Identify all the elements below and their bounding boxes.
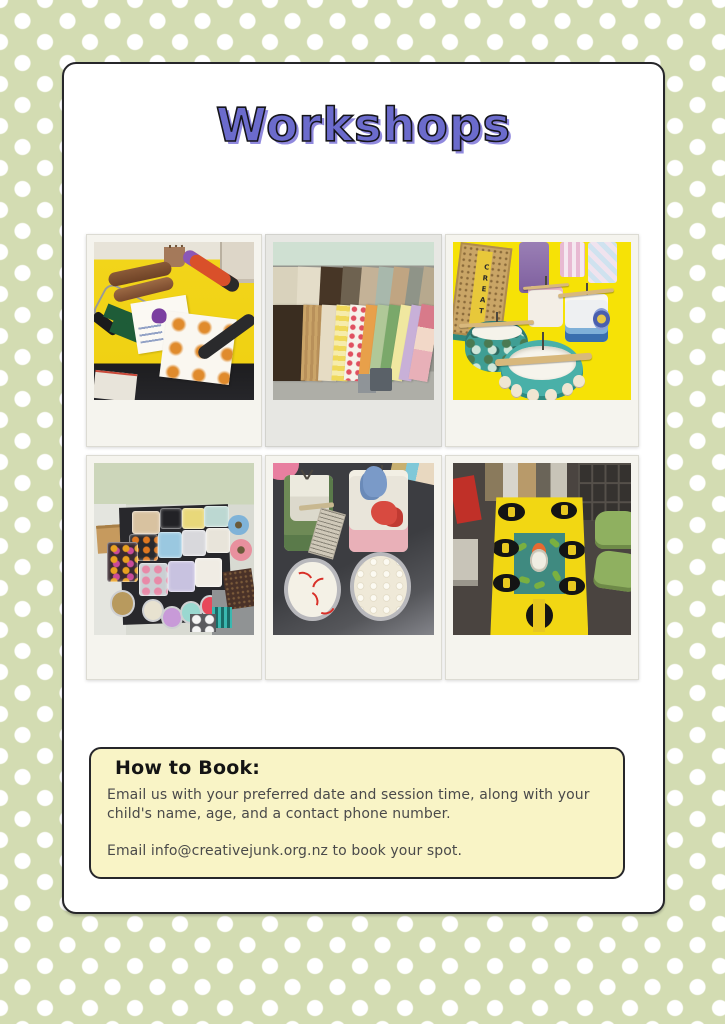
photo-printmaking xyxy=(94,242,254,400)
storage-box xyxy=(453,539,478,580)
photo-supplies xyxy=(94,463,254,635)
supply-tub xyxy=(160,508,183,529)
paper-stack xyxy=(94,369,137,400)
supply-tub xyxy=(204,506,228,527)
craft-piece xyxy=(518,575,530,584)
placemat xyxy=(492,539,518,557)
paper-trimmer xyxy=(370,368,393,390)
supply-tub xyxy=(132,511,160,534)
brush-handle xyxy=(169,245,171,247)
brown-mat xyxy=(223,568,254,609)
worksheet xyxy=(508,507,515,517)
supply-pot xyxy=(110,590,135,616)
placemat xyxy=(493,574,519,592)
yellow-table xyxy=(490,497,588,635)
worksheet xyxy=(533,599,545,632)
photo-papers xyxy=(273,242,434,400)
worksheet xyxy=(503,578,510,588)
photo-workshop-table xyxy=(453,463,631,635)
placemat xyxy=(559,577,585,595)
photo-candles-yellow xyxy=(453,242,631,400)
worksheet xyxy=(502,543,509,553)
booking-heading: How to Book: xyxy=(115,757,261,779)
shell xyxy=(562,383,573,396)
brush-handle xyxy=(175,245,177,248)
photo-grid xyxy=(86,234,639,680)
candle-wick xyxy=(542,332,544,350)
booking-email-line: Email info@creativejunk.org.nz to book your spot. xyxy=(107,842,463,859)
polaroid-workshop-table xyxy=(445,455,639,680)
blue-tape-roll xyxy=(228,515,249,536)
polaroid-candles-dark xyxy=(265,455,442,680)
brush-handle xyxy=(180,245,182,248)
stencil-sheet-orange xyxy=(159,311,237,385)
red-flower-ornament xyxy=(371,501,397,525)
supply-tub xyxy=(206,528,230,552)
elephant-ornament xyxy=(363,466,387,497)
pearl-candle-tin xyxy=(350,552,411,621)
placemat xyxy=(551,502,577,520)
candle-wick xyxy=(307,469,314,479)
red-object xyxy=(453,475,482,523)
gem-flower xyxy=(593,308,610,330)
shell-candle-jar xyxy=(501,340,583,400)
green-chair xyxy=(595,511,631,549)
pink-tape-roll xyxy=(230,539,252,561)
photo-candles-dark xyxy=(273,463,434,635)
polaroid-supplies xyxy=(86,455,262,680)
supply-tub xyxy=(158,532,182,558)
supply-bowl xyxy=(530,549,548,572)
shell xyxy=(511,384,522,397)
shell xyxy=(573,375,584,388)
shell xyxy=(545,389,556,400)
shell xyxy=(499,376,510,389)
white-caps xyxy=(190,614,216,631)
polaroid-printmaking xyxy=(86,234,262,447)
worksheet xyxy=(561,505,568,515)
flower-tub xyxy=(107,542,138,582)
blue-print-marks xyxy=(138,320,163,343)
blue-band-candle-jar xyxy=(565,294,608,341)
shell xyxy=(527,389,538,400)
worksheet xyxy=(568,581,575,591)
pink-striped-cup xyxy=(560,242,585,277)
supply-tub xyxy=(168,561,196,592)
teal-mat xyxy=(514,533,565,594)
worksheet xyxy=(568,545,575,555)
flyer-card xyxy=(62,62,665,914)
supply-tub xyxy=(182,530,206,556)
green-chair xyxy=(593,550,631,593)
polaroid-candles-yellow xyxy=(445,234,639,447)
craft-piece xyxy=(534,580,547,590)
page-title: Workshops xyxy=(215,98,512,152)
booking-info-box xyxy=(89,747,625,879)
placemat xyxy=(498,503,524,521)
supply-tub xyxy=(182,508,205,529)
supply-tub xyxy=(195,558,223,588)
create-label: CREAT xyxy=(468,250,492,331)
pastel-cup xyxy=(588,242,616,283)
placemat xyxy=(559,541,585,559)
booking-instructions: Email us with your preferred date and session time, along with your child's name, age, and a contact phone number. xyxy=(107,787,590,823)
polaroid-papers xyxy=(265,234,442,447)
button-tub xyxy=(139,563,168,596)
squiggle-candle-tin xyxy=(284,558,340,622)
storage-boxes xyxy=(485,463,567,501)
